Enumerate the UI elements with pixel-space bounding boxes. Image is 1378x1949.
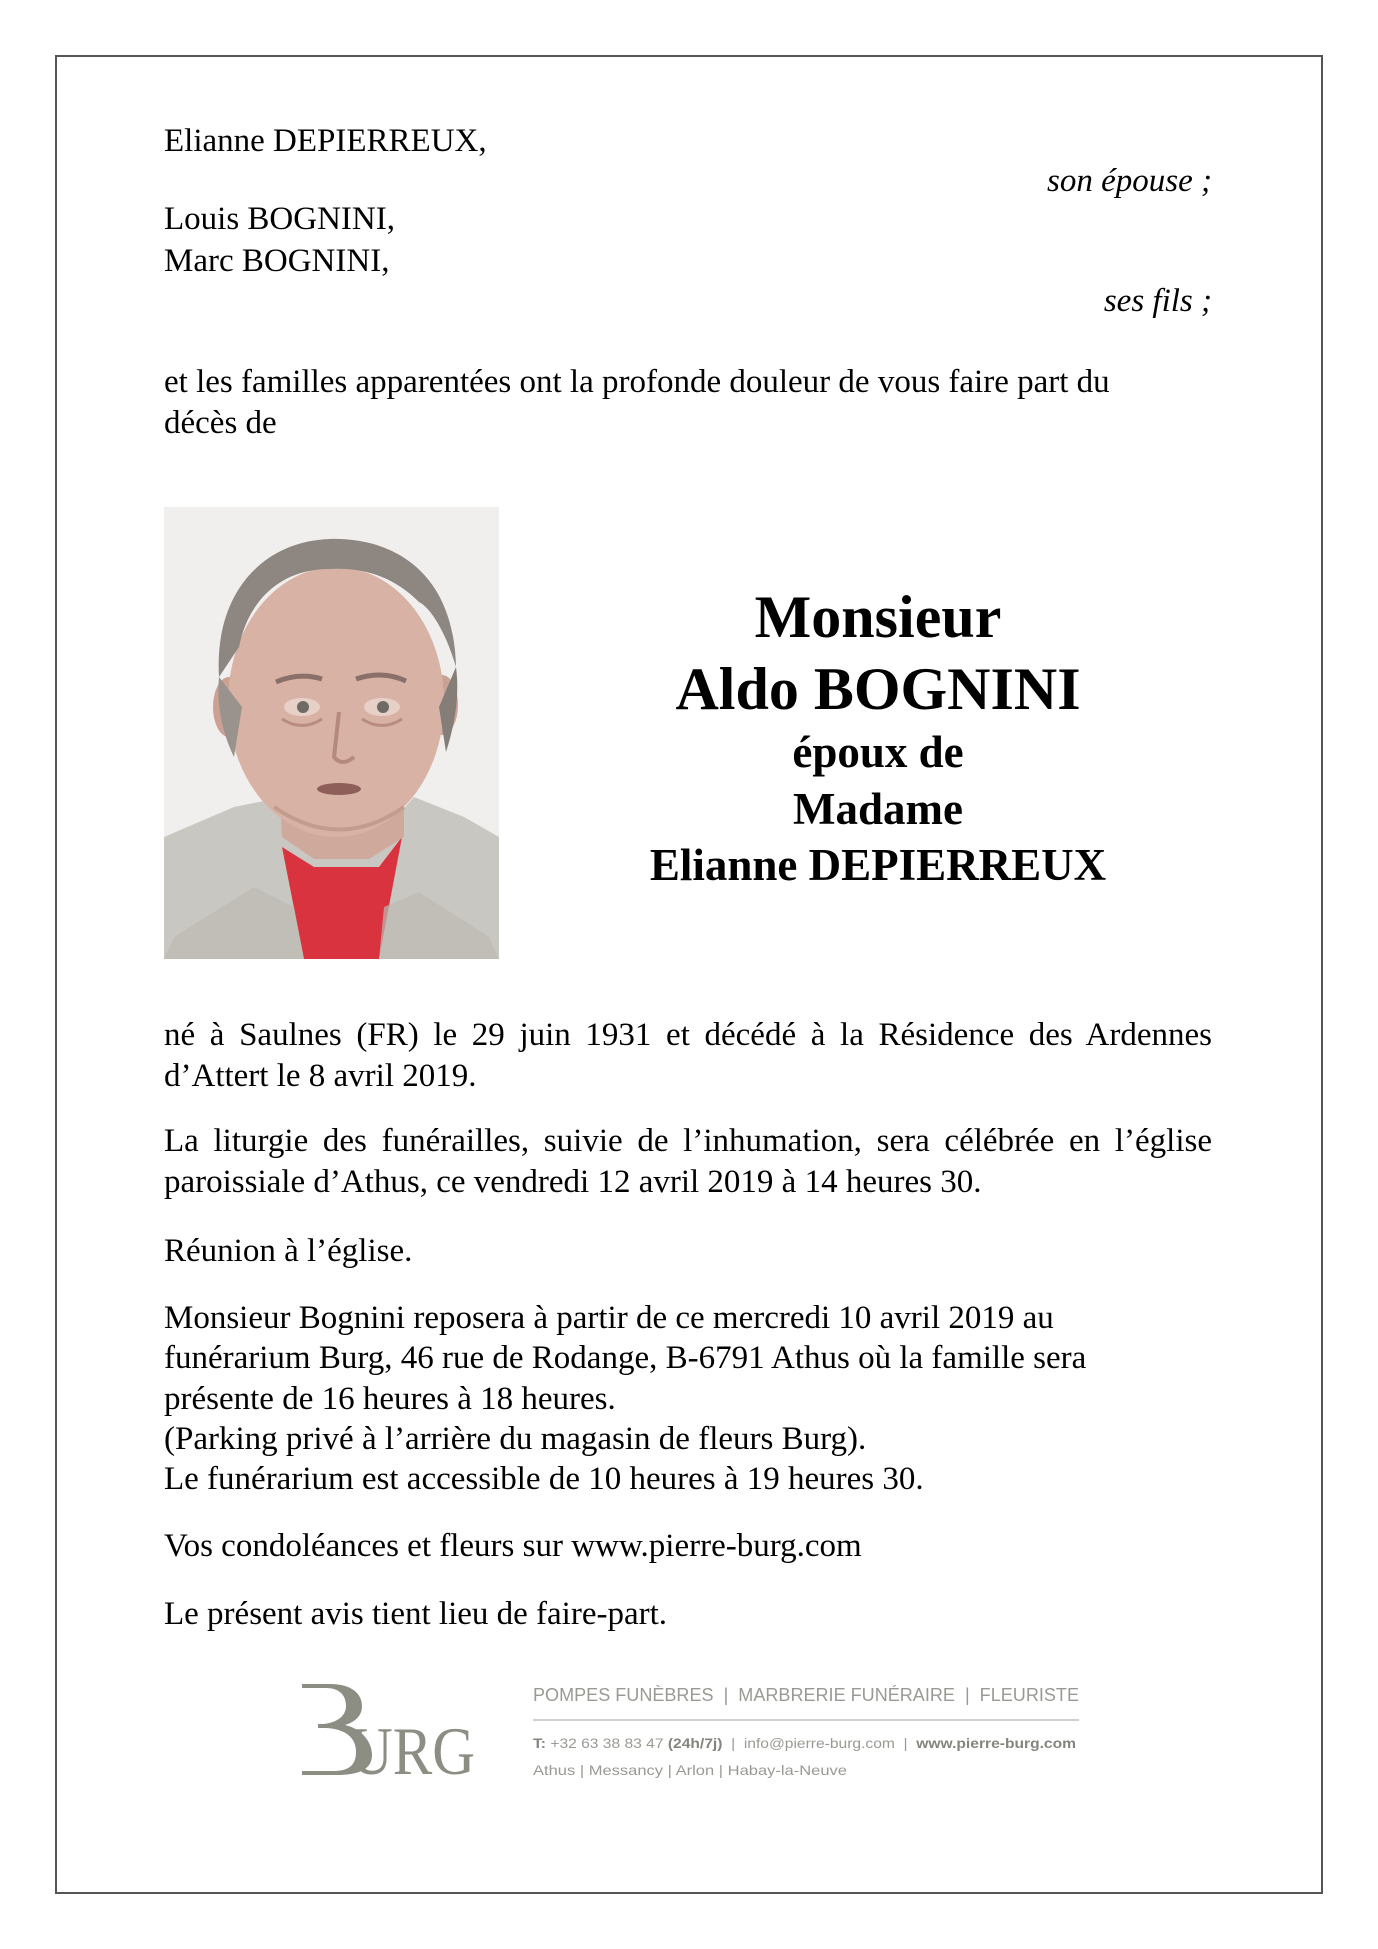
spouse-title: Madame bbox=[793, 784, 963, 834]
viewing-line: funérarium Burg, 46 rue de Rodange, B-6791 Athus où la famille sera bbox=[164, 1340, 1087, 1376]
deceased-relation: époux de bbox=[792, 727, 964, 777]
viewing-line: (Parking privé à l’arrière du magasin de fleurs Burg). bbox=[164, 1421, 867, 1457]
son-name: Marc BOGNINI, bbox=[164, 243, 390, 279]
website-link[interactable]: www.pierre-burg.com bbox=[916, 1735, 1060, 1751]
meeting-line: Réunion à l’église. bbox=[164, 1233, 413, 1269]
announcement-line: et les familles apparentées ont la profonde douleur de vous faire part du bbox=[164, 364, 1110, 400]
phone-hours: (24h/7j) bbox=[667, 1735, 717, 1751]
company-tagline: POMPES FUNÈBRES | MARBRERIE FUNÉRAIRE | FLEURISTE bbox=[533, 1685, 1079, 1705]
notice-line: Le présent avis tient lieu de faire-part. bbox=[164, 1596, 668, 1632]
birth-death-line: d’Attert le 8 avril 2019. bbox=[164, 1058, 477, 1094]
locations-line: Athus | Messancy | Arlon | Habay-la-Neuve bbox=[533, 1762, 848, 1778]
deceased-spouse-name: Elianne DEPIERREUX bbox=[649, 840, 1107, 890]
birth-death-line: né à Saulnes (FR) le 29 juin 1931 et décédé à la Résidence des Ardennes bbox=[164, 1017, 1212, 1053]
condolences-line: Vos condoléances et fleurs sur www.pierre-burg.com bbox=[164, 1528, 862, 1564]
liturgy-line: La liturgie des funérailles, suivie de l’inhumation, sera célébrée en l’église bbox=[164, 1123, 1212, 1159]
son-name: Louis BOGNINI, bbox=[164, 201, 395, 237]
viewing-line: Monsieur Bognini reposera à partir de ce mercredi 10 avril 2019 au bbox=[164, 1300, 1054, 1336]
spouse-role: son épouse ; bbox=[1047, 163, 1212, 199]
email-link[interactable]: | info@pierre-burg.com | bbox=[722, 1735, 897, 1751]
deceased-name: Aldo BOGNINI bbox=[675, 656, 1081, 722]
company-footer bbox=[0, 1660, 1378, 1800]
burg-logo bbox=[302, 1684, 475, 1789]
phone-label: T: bbox=[533, 1735, 545, 1751]
announcement-line: décès de bbox=[164, 405, 277, 441]
contact-line bbox=[533, 1735, 1076, 1751]
sons-role: ses fils ; bbox=[1103, 283, 1212, 319]
viewing-line: Le funérarium est accessible de 10 heures à 19 heures 30. bbox=[164, 1461, 924, 1497]
spouse-name: Elianne DEPIERREUX, bbox=[164, 123, 487, 159]
deceased-title: Monsieur bbox=[754, 584, 1002, 650]
liturgy-line: paroissiale d’Athus, ce vendredi 12 avril 2019 à 14 heures 30. bbox=[164, 1164, 982, 1200]
phone-number[interactable]: +32 63 38 83 47 bbox=[546, 1735, 656, 1751]
logo-text: URG bbox=[350, 1713, 475, 1789]
viewing-line: présente de 16 heures à 18 heures. bbox=[164, 1381, 616, 1417]
deceased-photo bbox=[164, 507, 499, 959]
